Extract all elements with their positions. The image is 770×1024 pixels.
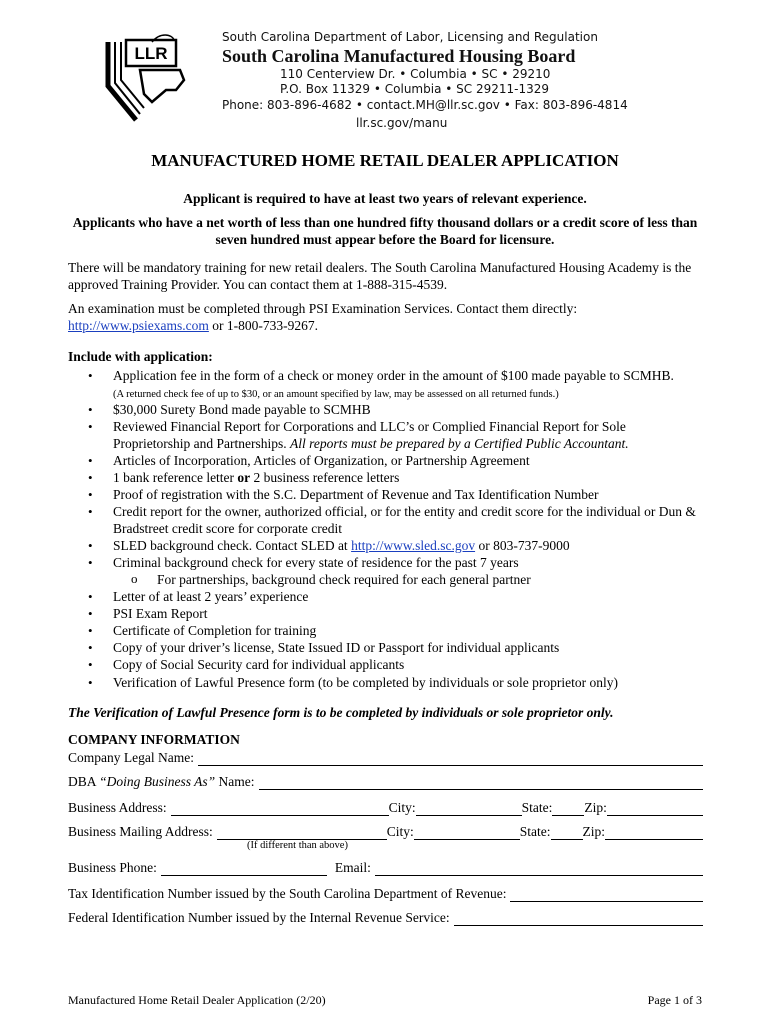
dba-label bbox=[68, 774, 255, 790]
mailing-state-field[interactable] bbox=[551, 826, 583, 840]
federal-id-row bbox=[68, 908, 703, 926]
bullet: • bbox=[88, 453, 93, 468]
fee-text: Application fee in the form of a check or money order in the amount of $100 made payable to SCMHB. bbox=[113, 368, 674, 383]
exam-phone: or 1-800-733-9267. bbox=[208, 318, 318, 333]
company-legal-name-label: Company Legal Name: bbox=[68, 750, 194, 765]
experience-notice: Applicant is required to have at least two years of relevant experience. bbox=[183, 191, 587, 206]
sled-link[interactable]: http://www.sled.sc.gov bbox=[351, 538, 476, 553]
list-item-credit: Credit report for the owner, authorized official, or for the entity and credit score for the individual or Dun & Bradstreet credit score for corporate credit bbox=[113, 504, 696, 536]
psi-exams-link[interactable]: http://www.psiexams.com bbox=[68, 318, 209, 333]
if-different-note: (If different than above) bbox=[247, 840, 348, 851]
bullet: • bbox=[88, 368, 93, 383]
footer-page-number: Page 1 of 3 bbox=[647, 993, 702, 1007]
exam-text: An examination must be completed through PSI Examination Services. Contact them directly: bbox=[68, 301, 578, 316]
bullet: • bbox=[88, 504, 93, 519]
list-item-certificate: Certificate of Completion for training bbox=[113, 623, 317, 638]
state-field[interactable] bbox=[552, 802, 584, 816]
list-item-registration: Proof of registration with the S.C. Department of Revenue and Tax Identification Number bbox=[113, 487, 599, 502]
list-item-criminal: Criminal background check for every state of residence for the past 7 years bbox=[113, 555, 519, 570]
mailing-state-label: State: bbox=[519, 824, 551, 839]
bullet: • bbox=[88, 623, 93, 638]
fee-note: (A returned check fee of up to $30, or an amount specified by law, may be assessed on all returned funds.) bbox=[113, 389, 559, 400]
dba-italic: “Doing Business As” bbox=[99, 774, 216, 789]
bullet: • bbox=[88, 657, 93, 672]
list-item-partnerships: For partnerships, background check required for each general partner bbox=[157, 572, 531, 587]
bullet: • bbox=[88, 470, 93, 485]
email-label: Email: bbox=[334, 860, 371, 875]
company-legal-name-field[interactable] bbox=[198, 752, 703, 766]
business-address-row bbox=[68, 798, 703, 816]
mailing-city-label: City: bbox=[386, 824, 414, 839]
bullet: • bbox=[88, 402, 93, 417]
dba-name-field[interactable] bbox=[259, 776, 703, 790]
company-info-heading: COMPANY INFORMATION bbox=[68, 732, 240, 747]
bullet: • bbox=[88, 675, 93, 690]
list-item-financial bbox=[113, 418, 703, 452]
bank-or: or bbox=[237, 470, 251, 485]
list-item-bank-reference bbox=[113, 469, 703, 486]
bullet: • bbox=[88, 419, 93, 434]
bullet: • bbox=[88, 555, 93, 570]
department-name: South Carolina Department of Labor, Licensing and Regulation bbox=[222, 30, 598, 44]
website: llr.sc.gov/manu bbox=[356, 116, 448, 130]
list-item-bond: $30,000 Surety Bond made payable to SCMHB bbox=[113, 402, 371, 417]
sled-text: SLED background check. Contact SLED at bbox=[113, 538, 352, 553]
company-legal-name-row bbox=[68, 748, 703, 766]
lawful-presence-note: The Verification of Lawful Presence form is to be completed by individuals or sole proprietor only. bbox=[68, 705, 614, 720]
state-label: State: bbox=[521, 800, 553, 815]
address-line-1: 110 Centerview Dr. • Columbia • SC • 29210 bbox=[280, 67, 551, 81]
mailing-city-field[interactable] bbox=[414, 826, 520, 840]
net-worth-notice: Applicants who have a net worth of less than one hundred fifty thousand dollars or a credit score of less than seven hundred must appear before the Board for licensure. bbox=[72, 215, 698, 247]
bullet: • bbox=[88, 640, 93, 655]
federal-id-field[interactable] bbox=[454, 912, 703, 926]
sub-bullet: o bbox=[131, 571, 138, 586]
city-label: City: bbox=[388, 800, 416, 815]
footer-form-name: Manufactured Home Retail Dealer Application (2/20) bbox=[68, 993, 326, 1007]
list-item-experience-letter: Letter of at least 2 years’ experience bbox=[113, 589, 309, 604]
zip-label: Zip: bbox=[584, 800, 607, 815]
bank-text: 1 bank reference letter bbox=[113, 470, 238, 485]
business-address-label: Business Address: bbox=[68, 800, 167, 815]
mailing-address-field[interactable] bbox=[217, 826, 387, 840]
contact-line: Phone: 803-896-4682 • contact.MH@llr.sc.gov • Fax: 803-896-4814 bbox=[222, 98, 628, 112]
mailing-address-row bbox=[68, 822, 703, 840]
sled-phone: or 803-737-9000 bbox=[475, 538, 570, 553]
page-title: MANUFACTURED HOME RETAIL DEALER APPLICATION bbox=[151, 151, 619, 170]
mailing-zip-field[interactable] bbox=[605, 826, 703, 840]
exam-paragraph bbox=[68, 300, 708, 334]
financial-cpa-note: All reports must be prepared by a Certified Public Accountant. bbox=[289, 436, 629, 451]
list-item-articles: Articles of Incorporation, Articles of Organization, or Partnership Agreement bbox=[113, 453, 530, 468]
dba-name-suffix: Name: bbox=[215, 774, 255, 789]
zip-field[interactable] bbox=[607, 802, 703, 816]
financial-text: Reviewed Financial Report for Corporations and LLC’s or Complied Financial Report for Sole Proprietorship and Partnerships. bbox=[113, 419, 626, 451]
tax-id-field[interactable] bbox=[510, 888, 703, 902]
list-item-sled bbox=[113, 537, 703, 554]
bullet: • bbox=[88, 487, 93, 502]
training-paragraph: There will be mandatory training for new retail dealers. The South Carolina Manufactured Housing Academy is the approved Training Provider. You can contact them at 1-888-315-4539. bbox=[68, 260, 692, 292]
list-item-fee bbox=[113, 367, 703, 403]
logo-text: LLR bbox=[134, 44, 168, 63]
include-heading: Include with application: bbox=[68, 349, 213, 364]
business-address-field[interactable] bbox=[171, 802, 389, 816]
tax-id-row bbox=[68, 884, 703, 902]
business-phone-field[interactable] bbox=[161, 862, 327, 876]
business-reference-text: 2 business reference letters bbox=[250, 470, 400, 485]
llr-logo bbox=[100, 28, 220, 128]
dba-prefix: DBA bbox=[68, 774, 100, 789]
city-field[interactable] bbox=[416, 802, 522, 816]
mailing-zip-label: Zip: bbox=[582, 824, 606, 839]
bullet: • bbox=[88, 538, 93, 553]
email-field[interactable] bbox=[375, 862, 703, 876]
tax-id-label: Tax Identification Number issued by the South Carolina Department of Revenue: bbox=[68, 886, 507, 901]
bullet: • bbox=[88, 606, 93, 621]
phone-email-row bbox=[68, 858, 703, 876]
business-phone-label: Business Phone: bbox=[68, 860, 157, 875]
list-item-ssn: Copy of Social Security card for individual applicants bbox=[113, 657, 405, 672]
board-name: South Carolina Manufactured Housing Board bbox=[222, 46, 576, 66]
dba-row bbox=[68, 772, 703, 790]
list-item-license: Copy of your driver’s license, State Issued ID or Passport for individual applicants bbox=[113, 640, 560, 655]
mailing-address-label: Business Mailing Address: bbox=[68, 824, 213, 839]
bullet: • bbox=[88, 589, 93, 604]
list-item-lawful-presence: Verification of Lawful Presence form (to be completed by individuals or sole proprietor only) bbox=[113, 675, 618, 690]
list-item-psi-report: PSI Exam Report bbox=[113, 606, 208, 621]
address-line-2: P.O. Box 11329 • Columbia • SC 29211-1329 bbox=[280, 82, 549, 96]
federal-id-label: Federal Identification Number issued by the Internal Revenue Service: bbox=[68, 910, 450, 925]
